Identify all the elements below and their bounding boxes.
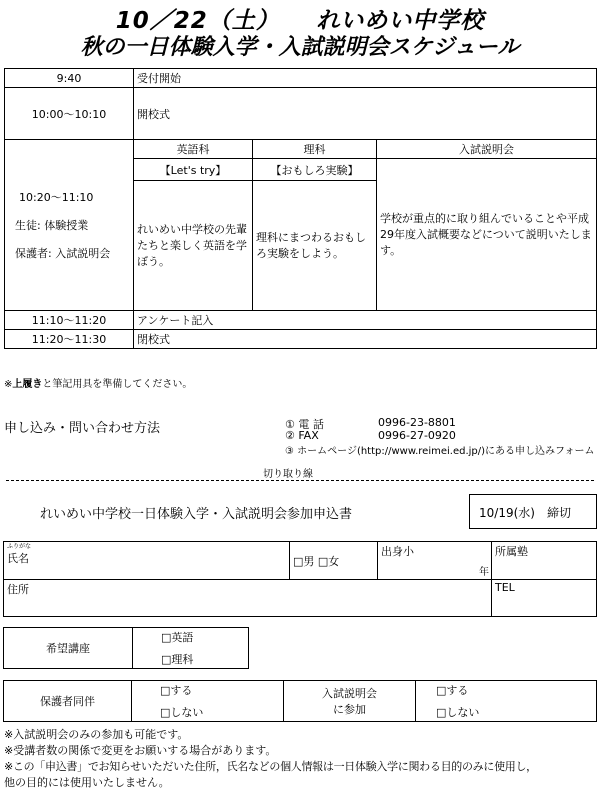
footnote: ※この「申込書」でお知らせいただいた住所，氏名などの個人情報は一日体験入学に関わる目的のみに使用し， [4, 760, 537, 773]
address-label: 住所 [7, 583, 29, 596]
course-options [133, 628, 249, 669]
briefing-label [284, 681, 416, 722]
briefing-no-checkbox[interactable]: □しない [436, 706, 480, 719]
briefing-desc: 学校が重点的に取り組んでいることや平成29年度入試概要などについて説明いたします。 [377, 159, 597, 311]
course-table [3, 627, 249, 669]
event-cell: 閉校式 [134, 330, 597, 349]
course-english-checkbox[interactable]: □英語 [161, 631, 194, 644]
applicant-table [3, 541, 597, 617]
gender-options: □男 □女 [293, 554, 340, 568]
program-student: 生徒: 体験授業 [15, 219, 89, 232]
prep-note-bold: 上履き [12, 379, 43, 390]
briefing-label-line1: 入試説明会 [322, 687, 377, 700]
cut-line-label: 切り取り線 [263, 469, 313, 480]
briefing-yes-checkbox[interactable]: □する [436, 684, 469, 697]
footnote: 他の目的には使用いたしません。 [4, 776, 170, 789]
contact-fax-label: ② FAX [285, 429, 319, 442]
name-cell[interactable] [4, 542, 290, 580]
time-cell: 10:00〜10:10 [5, 88, 134, 140]
gender-cell[interactable] [290, 542, 378, 580]
guardian-yes-checkbox[interactable]: □する [160, 684, 193, 697]
guardian-label: 保護者同伴 [4, 681, 132, 722]
name-label: 氏名 [7, 552, 29, 565]
time-cell: 9:40 [5, 69, 134, 88]
cut-line [6, 480, 594, 481]
time-cell-program [5, 140, 134, 311]
year-label: 年 [479, 567, 489, 578]
briefing-options [416, 681, 597, 722]
event-cell: 受付開始 [134, 69, 597, 88]
program-guardian: 保護者: 入試説明会 [15, 247, 111, 260]
time-cell: 11:10〜11:20 [5, 311, 134, 330]
address-cell[interactable] [4, 580, 492, 617]
contact-phone-label: ① 電 話 [285, 418, 324, 431]
col-science-header: 理科 [253, 140, 377, 159]
course-science-checkbox[interactable]: □理科 [161, 653, 194, 666]
page-subtitle: 秋の一日体験入学・入試説明会スケジュール [80, 35, 520, 60]
course-label: 希望講座 [4, 628, 133, 669]
guardian-table [3, 680, 597, 722]
english-desc: れいめい中学校の先輩たちと楽しく英語を学ぼう。 [134, 181, 253, 311]
briefing-label-line2: に参加 [333, 703, 366, 716]
furigana-label: ふりがな [7, 543, 32, 550]
event-cell: 開校式 [134, 88, 597, 140]
guardian-options [132, 681, 284, 722]
form-title: れいめい中学校一日体験入学・入試説明会参加申込書 [40, 507, 353, 522]
page-title: 10／22（土） れいめい中学校 [115, 8, 485, 34]
tel-label: TEL [495, 581, 515, 594]
prep-note-prefix: ※ [4, 379, 13, 390]
contact-fax: 0996-27-0920 [378, 429, 456, 442]
contact-phone: 0996-23-8801 [378, 416, 456, 429]
school-label: 出身小 [381, 545, 414, 558]
footnote: ※受講者数の関係で変更をお願いする場合があります。 [4, 744, 277, 757]
school-cell[interactable] [378, 542, 492, 580]
guardian-no-checkbox[interactable]: □しない [160, 706, 204, 719]
english-title: 【Let's try】 [134, 159, 253, 181]
event-cell: アンケート記入 [134, 311, 597, 330]
contact-heading: 申し込み・問い合わせ方法 [4, 421, 161, 436]
cram-cell[interactable] [492, 542, 597, 580]
deadline-box: 10/19(水) 締切 [469, 494, 597, 529]
time-cell: 11:20〜11:30 [5, 330, 134, 349]
schedule-table [4, 68, 597, 349]
tel-cell[interactable] [492, 580, 597, 617]
cram-label: 所属塾 [495, 545, 528, 558]
prep-note [4, 375, 192, 390]
col-briefing-header: 入試説明会 [377, 140, 597, 159]
col-english-header: 英語科 [134, 140, 253, 159]
science-title: 【おもしろ実験】 [253, 159, 377, 181]
prep-note-rest: と筆記用具を準備してください。 [42, 379, 193, 390]
footnote: ※入試説明会のみの参加も可能です。 [4, 728, 189, 741]
contact-web: ③ ホームページ(http://www.reimei.ed.jp/)にある申し込みフォーム [285, 446, 595, 457]
footnotes [4, 727, 537, 791]
science-desc: 理科にまつわるおもしろ実験をしよう。 [253, 181, 377, 311]
program-time: 10:20〜11:10 [19, 191, 94, 204]
